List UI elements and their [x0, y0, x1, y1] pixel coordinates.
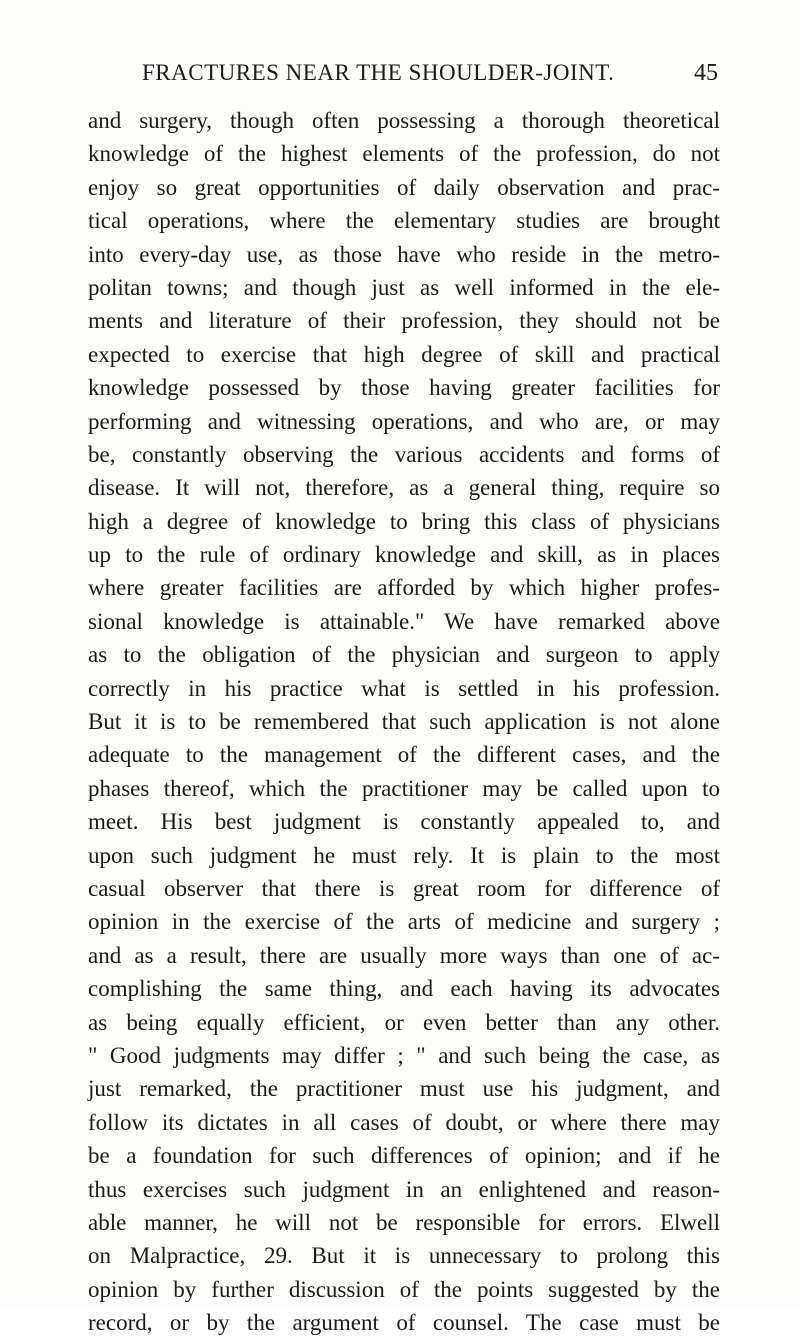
text-line: But it is to be remembered that such application is not alone: [88, 709, 720, 735]
text-line: politan towns; and though just as well informed in the ele-: [88, 274, 720, 300]
running-head: [88, 60, 718, 90]
text-line: opinion by further discussion of the points suggested by the: [88, 1276, 720, 1302]
text-line: meet. His best judgment is constantly appealed to, and: [88, 809, 720, 835]
text-line: disease. It will not, therefore, as a general thing, require so: [88, 475, 720, 501]
text-line: upon such judgment he must rely. It is plain to the most: [88, 842, 720, 868]
text-line: performing and witnessing operations, and who are, or may: [88, 408, 720, 434]
text-line: follow its dictates in all cases of doubt, or where there may: [88, 1109, 720, 1135]
text-line: up to the rule of ordinary knowledge and skill, as in places: [88, 542, 720, 568]
text-line: phases thereof, which the practitioner may be called upon to: [88, 775, 720, 801]
text-line: on Malpractice, 29. But it is unnecessary to prolong this: [88, 1243, 720, 1269]
text-line: high a degree of knowledge to bring this class of physicians: [88, 508, 720, 534]
text-line: adequate to the management of the different cases, and the: [88, 742, 720, 768]
text-line: be a foundation for such differences of opinion; and if he: [88, 1143, 720, 1169]
text-line: record, or by the argument of counsel. The case must be: [88, 1310, 720, 1336]
text-line: just remarked, the practitioner must use his judgment, and: [88, 1076, 720, 1102]
text-line: be, constantly observing the various accidents and forms of: [88, 441, 720, 467]
text-line: able manner, he will not be responsible for errors. Elwell: [88, 1209, 720, 1235]
text-line: correctly in his practice what is settled in his profession.: [88, 675, 720, 701]
text-line: and surgery, though often possessing a thorough theoretical: [88, 108, 720, 133]
text-line: where greater facilities are afforded by which higher profes-: [88, 575, 720, 601]
page-number: 45: [694, 60, 718, 86]
text-line: thus exercises such judgment in an enlightened and reason-: [88, 1176, 720, 1202]
text-line: complishing the same thing, and each having its advocates: [88, 976, 720, 1002]
text-line: as being equally efficient, or even better than any other.: [88, 1009, 720, 1035]
text-line: expected to exercise that high degree of skill and practical: [88, 341, 720, 367]
text-line: knowledge possessed by those having greater facilities for: [88, 375, 720, 401]
text-line: as to the obligation of the physician and surgeon to apply: [88, 642, 720, 668]
text-line: enjoy so great opportunities of daily observation and prac-: [88, 174, 720, 200]
text-line: knowledge of the highest elements of the profession, do not: [88, 141, 720, 167]
text-line: opinion in the exercise of the arts of medicine and surgery ;: [88, 909, 720, 935]
text-line: into every-day use, as those have who reside in the metro-: [88, 241, 720, 267]
text-line: sional knowledge is attainable." We have remarked above: [88, 608, 720, 634]
text-line: ments and literature of their profession, they should not be: [88, 308, 720, 334]
text-line: tical operations, where the elementary studies are brought: [88, 208, 720, 234]
text-line: and as a result, there are usually more ways than one of ac-: [88, 942, 720, 968]
text-line: " Good judgments may differ ; " and such being the case, as: [88, 1042, 720, 1068]
body-text: [88, 104, 720, 1339]
text-line: casual observer that there is great room for difference of: [88, 875, 720, 901]
running-title: FRACTURES NEAR THE SHOULDER-JOINT.: [142, 60, 615, 85]
